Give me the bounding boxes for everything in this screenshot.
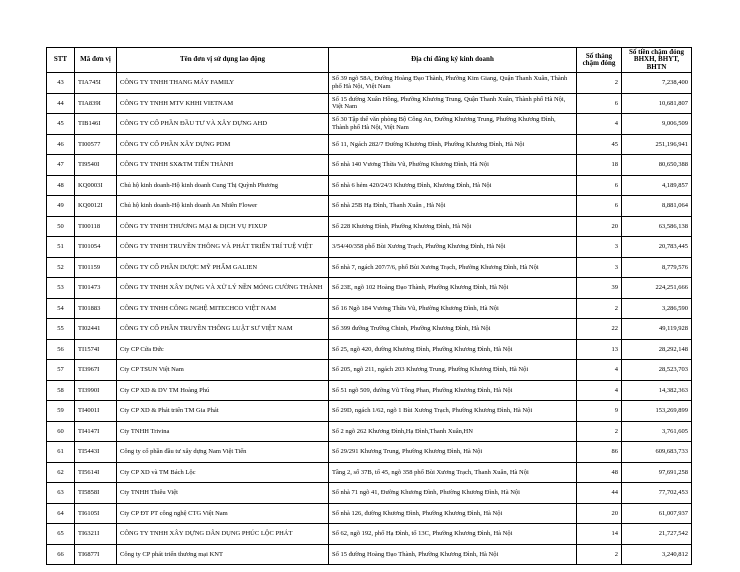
table-row	[47, 360, 692, 381]
row-code: TI1574I	[75, 339, 117, 360]
table-row	[47, 442, 692, 463]
row-code: TI01054	[75, 237, 117, 258]
row-code: KQ0003I	[75, 175, 117, 196]
table-row	[47, 257, 692, 278]
row-name: Cty CP XD và TM Bách Lộc	[117, 462, 329, 483]
row-code: TI5858I	[75, 483, 117, 504]
table-row	[47, 380, 692, 401]
row-address: Số 29D, ngách 1/62, ngõ 1 Bùi Xương Trạch, Phường Khương Đình, Hà Nội	[329, 401, 577, 422]
row-name: Cty CP XD & Phát triển TM Gia Phát	[117, 401, 329, 422]
row-amount: 3,240,812	[622, 544, 692, 565]
row-code: TI5614I	[75, 462, 117, 483]
row-amount: 224,251,666	[622, 278, 692, 299]
row-stt: 62	[47, 462, 75, 483]
row-address: Số 205, ngõ 211, ngách 203 Khương Trung, Phường Khương Đình, Hà Nội	[329, 360, 577, 381]
row-amount: 80,650,388	[622, 155, 692, 176]
row-name: CÔNG TY CỔ PHẦN ĐẦU TƯ VÀ XÂY DỰNG AHD	[117, 114, 329, 135]
row-name: CÔNG TY CỔ PHẦN XÂY DỰNG PDM	[117, 134, 329, 155]
row-months: 48	[577, 462, 622, 483]
table-row	[47, 401, 692, 422]
row-name: Cty TNHH Thiêu Việt	[117, 483, 329, 504]
table-row	[47, 278, 692, 299]
table-row	[47, 155, 692, 176]
row-stt: 63	[47, 483, 75, 504]
header-code: Mã đơn vị	[75, 48, 117, 73]
row-stt: 57	[47, 360, 75, 381]
row-name: CÔNG TY TNHH THANG MÁY FAMILY	[117, 73, 329, 94]
row-address: Số 51 ngõ 509, đường Vũ Tông Phan, Phường Khương Đình, Hà Nội	[329, 380, 577, 401]
row-stt: 58	[47, 380, 75, 401]
row-months: 39	[577, 278, 622, 299]
row-code: TIB146I	[75, 114, 117, 135]
row-address: Số nhà 126, đường Khương Đình, Phường Khương Đình, Hà Nội	[329, 503, 577, 524]
row-months: 4	[577, 114, 622, 135]
table-row	[47, 421, 692, 442]
row-months: 9	[577, 401, 622, 422]
row-address: Tầng 2, số 37B, tổ 45, ngõ 358 phố Bùi Xương Trạch, Thanh Xuân, Hà Nội	[329, 462, 577, 483]
row-code: TIA745I	[75, 73, 117, 94]
header-stt: STT	[47, 48, 75, 73]
row-code: TI6105I	[75, 503, 117, 524]
row-stt: 54	[47, 298, 75, 319]
row-name: CÔNG TY TNHH MTV KHHI VIETNAM	[117, 93, 329, 114]
row-stt: 49	[47, 196, 75, 217]
row-stt: 61	[47, 442, 75, 463]
row-months: 2	[577, 298, 622, 319]
row-name: Chủ hộ kinh doanh-Hộ kinh doanh Cung Thị Quỳnh Phương	[117, 175, 329, 196]
row-months: 6	[577, 93, 622, 114]
header-months-line1: Số tháng	[585, 51, 613, 60]
row-months: 2	[577, 73, 622, 94]
row-months: 18	[577, 155, 622, 176]
debt-table	[46, 47, 692, 565]
header-amount	[622, 48, 692, 73]
row-code: TI4001I	[75, 401, 117, 422]
row-stt: 44	[47, 93, 75, 114]
row-stt: 43	[47, 73, 75, 94]
table-row	[47, 339, 692, 360]
row-amount: 21,727,542	[622, 524, 692, 545]
row-stt: 56	[47, 339, 75, 360]
row-code: TIA839I	[75, 93, 117, 114]
row-months: 14	[577, 524, 622, 545]
header-amount-line2: BHXH, BHYT, BHTN	[633, 55, 680, 71]
row-amount: 3,286,590	[622, 298, 692, 319]
row-stt: 51	[47, 237, 75, 258]
header-months-line2: chậm đóng	[582, 59, 616, 67]
row-name: CÔNG TY CỔ PHẦN DƯỢC MỸ PHẨM GALIEN	[117, 257, 329, 278]
row-amount: 7,238,400	[622, 73, 692, 94]
row-address: Số 2 ngõ 262 Khương Đình,Hạ Đình,Thanh Xuân,HN	[329, 421, 577, 442]
row-address: Số 62, ngõ 192, phố Hạ Đình, tổ 13C, Phường Khương Đình, Hà Nội	[329, 524, 577, 545]
row-address: Số 23E, ngõ 102 Hoàng Đạo Thành, Phường Khương Đình, Hà Nội	[329, 278, 577, 299]
row-amount: 28,523,703	[622, 360, 692, 381]
row-address: Số 29/291 Khương Trung, Phường Khương Đình, Hà Nội	[329, 442, 577, 463]
row-stt: 64	[47, 503, 75, 524]
row-address: Số 30 Tập thể văn phòng Bộ Công An, Đường Khương Trung, Phường Khương Đình, Thành phố Hà Nội, Việt Nam	[329, 114, 577, 135]
row-amount: 61,007,937	[622, 503, 692, 524]
row-code: TI6321I	[75, 524, 117, 545]
row-address: Số 39 ngõ 58A, Đường Hoàng Đạo Thành, Phường Kim Giang, Quận Thanh Xuân, Thành phố Hà Nội, Việt Nam	[329, 73, 577, 94]
row-amount: 97,691,258	[622, 462, 692, 483]
row-amount: 8,779,576	[622, 257, 692, 278]
row-months: 45	[577, 134, 622, 155]
row-name: Chủ hộ kinh doanh-Hộ kinh doanh An Nhiên Flower	[117, 196, 329, 217]
row-months: 4	[577, 360, 622, 381]
row-amount: 251,196,941	[622, 134, 692, 155]
row-months: 3	[577, 237, 622, 258]
row-code: TI3990I	[75, 380, 117, 401]
header-amount-line1: Số tiền chậm đóng	[628, 47, 685, 56]
row-months: 22	[577, 319, 622, 340]
row-code: TI5443I	[75, 442, 117, 463]
row-stt: 55	[47, 319, 75, 340]
row-amount: 4,189,857	[622, 175, 692, 196]
table-row	[47, 524, 692, 545]
row-code: KQ0012I	[75, 196, 117, 217]
row-address: Số nhà 71 ngõ 41, Đường Khương Đình, Phường Khương Đình, Hà Nội	[329, 483, 577, 504]
table-row	[47, 503, 692, 524]
row-months: 4	[577, 380, 622, 401]
row-code: TI9540I	[75, 155, 117, 176]
table-row	[47, 462, 692, 483]
row-stt: 46	[47, 134, 75, 155]
table-row	[47, 216, 692, 237]
row-address: Số 228 Khương Đình, Phường Khương Đình, Hà Nội	[329, 216, 577, 237]
row-address: Số nhà 25B Hạ Đình, Thanh Xuân , Hà Nội	[329, 196, 577, 217]
row-amount: 153,269,899	[622, 401, 692, 422]
row-address: Số nhà 140 Vương Thừa Vũ, Phường Khương Đình, Hà Nội	[329, 155, 577, 176]
row-stt: 50	[47, 216, 75, 237]
row-name: Cty CP TSUN Việt Nam	[117, 360, 329, 381]
row-amount: 20,783,445	[622, 237, 692, 258]
row-name: Cty CP XD & DV TM Hoàng Phú	[117, 380, 329, 401]
row-months: 86	[577, 442, 622, 463]
row-name: Cty CP ĐT PT công nghệ CTG Việt Nam	[117, 503, 329, 524]
row-stt: 45	[47, 114, 75, 135]
row-name: Cty CP Cửa Đức	[117, 339, 329, 360]
row-name: Công ty CP phát triển thương mại KNT	[117, 544, 329, 565]
table-row	[47, 134, 692, 155]
table-row	[47, 114, 692, 135]
row-amount: 10,681,807	[622, 93, 692, 114]
table-row	[47, 483, 692, 504]
row-stt: 59	[47, 401, 75, 422]
row-code: TI4147I	[75, 421, 117, 442]
row-name: Công ty cổ phần đầu tư xây dựng Nam Việt Tiến	[117, 442, 329, 463]
row-name: CÔNG TY TNHH SX&TM TIẾN THÀNH	[117, 155, 329, 176]
row-months: 2	[577, 421, 622, 442]
row-stt: 52	[47, 257, 75, 278]
row-months: 20	[577, 216, 622, 237]
table-row	[47, 73, 692, 94]
row-address: Số 11, Ngách 282/7 Đường Khương Đình, Phường Khương Đình, Hà Nội	[329, 134, 577, 155]
row-stt: 48	[47, 175, 75, 196]
row-code: TI6877I	[75, 544, 117, 565]
row-months: 2	[577, 544, 622, 565]
table-row	[47, 175, 692, 196]
row-address: Số 16 Ngõ 184 Vương Thừa Vũ, Phường Khương Đình, Hà Nội	[329, 298, 577, 319]
row-name: CÔNG TY CỔ PHẦN TRUYỀN THÔNG LUẬT SƯ VIỆT NAM	[117, 319, 329, 340]
table-row	[47, 298, 692, 319]
row-address: Số 15 đường Xuân Hồng, Phường Khương Trung, Quận Thanh Xuân, Thành phố Hà Nội, Việt Nam	[329, 93, 577, 114]
row-amount: 8,881,064	[622, 196, 692, 217]
row-name: CÔNG TY TNHH TRUYỀN THÔNG VÀ PHÁT TRIỂN TRÍ TUỆ VIỆT	[117, 237, 329, 258]
header-name: Tên đơn vị sử dụng lao động	[117, 48, 329, 73]
row-amount: 9,006,509	[622, 114, 692, 135]
row-stt: 60	[47, 421, 75, 442]
row-amount: 609,683,733	[622, 442, 692, 463]
row-code: TI3967I	[75, 360, 117, 381]
row-months: 44	[577, 483, 622, 504]
row-address: Số 25, ngõ 420, đường Khương Đình, Phường Khương Đình, Hà Nội	[329, 339, 577, 360]
row-code: TI01159	[75, 257, 117, 278]
row-address: 3/54/40/358 phố Bùi Xương Trạch, Phường Khương Đình, Hà Nội	[329, 237, 577, 258]
table-row	[47, 319, 692, 340]
row-code: TI01883	[75, 298, 117, 319]
row-name: CÔNG TY TNHH THƯƠNG MẠI & DỊCH VỤ FIXUP	[117, 216, 329, 237]
row-name: CÔNG TY TNHH CÔNG NGHỆ MITECHCO VIỆT NAM	[117, 298, 329, 319]
row-amount: 63,586,138	[622, 216, 692, 237]
row-code: TI01473	[75, 278, 117, 299]
row-stt: 47	[47, 155, 75, 176]
row-address: Số nhà 6 hẻm 420/24/3 Khương Đình, Khương Đình, Hà Nội	[329, 175, 577, 196]
header-months	[577, 48, 622, 73]
row-months: 20	[577, 503, 622, 524]
row-months: 3	[577, 257, 622, 278]
row-months: 6	[577, 196, 622, 217]
row-amount: 49,119,928	[622, 319, 692, 340]
header-address: Địa chỉ đăng ký kinh doanh	[329, 48, 577, 73]
row-stt: 65	[47, 524, 75, 545]
row-amount: 3,761,605	[622, 421, 692, 442]
table-row	[47, 544, 692, 565]
row-address: Số nhà 7, ngách 207/7/6, phố Bùi Xương Trạch, Phường Khương Đình, Hà Nội	[329, 257, 577, 278]
row-stt: 53	[47, 278, 75, 299]
row-code: TI00577	[75, 134, 117, 155]
row-name: CÔNG TY TNHH XÂY DỰNG DÂN DỤNG PHÚC LỘC PHÁT	[117, 524, 329, 545]
row-amount: 28,292,148	[622, 339, 692, 360]
row-months: 13	[577, 339, 622, 360]
row-amount: 77,702,453	[622, 483, 692, 504]
row-name: Cty TNHH Trivina	[117, 421, 329, 442]
row-stt: 66	[47, 544, 75, 565]
row-address: Số 15 đường Hoàng Đạo Thành, Phường Khương Đình, Hà Nội	[329, 544, 577, 565]
row-code: TI02441	[75, 319, 117, 340]
row-name: CÔNG TY TNHH XÂY DỰNG VÀ XỬ LÝ NỀN MÓNG CƯỜNG THÀNH	[117, 278, 329, 299]
table-row	[47, 196, 692, 217]
row-months: 6	[577, 175, 622, 196]
table-row	[47, 237, 692, 258]
row-code: TI00118	[75, 216, 117, 237]
row-amount: 14,382,363	[622, 380, 692, 401]
table-row	[47, 93, 692, 114]
row-address: Số 399 đường Trường Chinh, Phường Khương Đình, Hà Nội	[329, 319, 577, 340]
table-header-row	[47, 48, 692, 73]
